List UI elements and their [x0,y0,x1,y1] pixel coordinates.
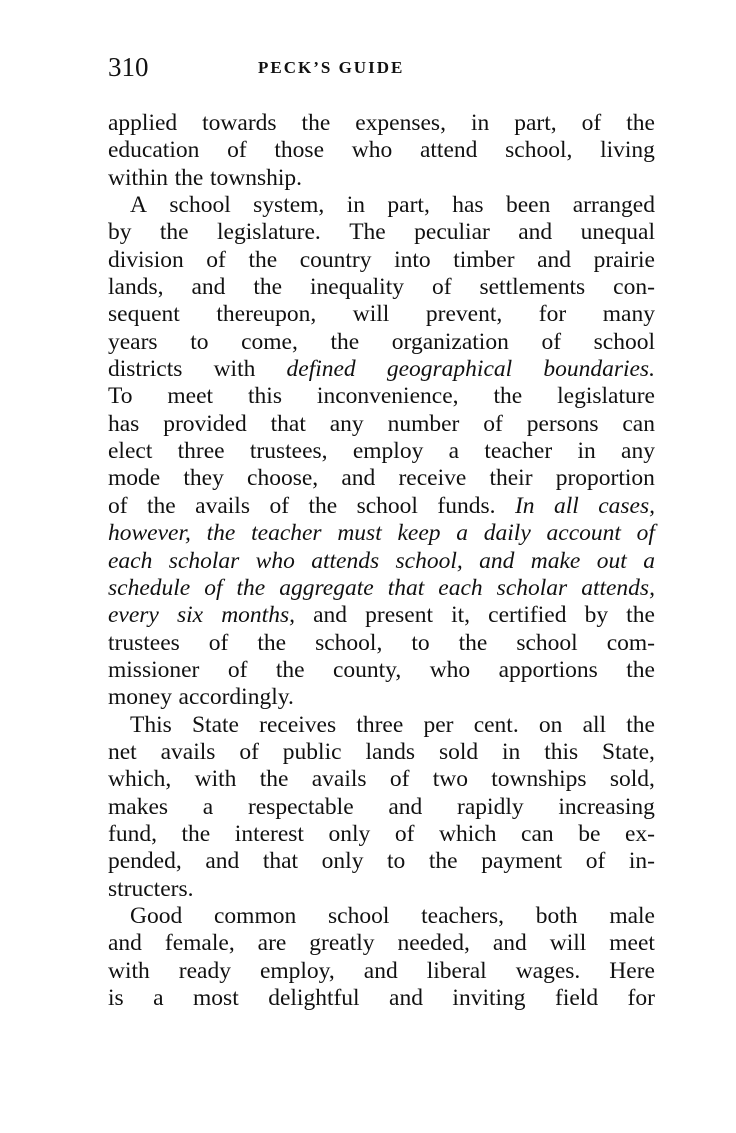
text-line: however, the teacher must keep a daily account of [108,520,655,547]
text-line: lands, and the inequality of settlements con- [108,274,655,301]
body-text [108,110,655,1012]
page-header [108,52,655,88]
text-line: is a most delightful and inviting field for [108,985,655,1011]
text-line: applied towards the expenses, in part, of the [108,110,655,136]
text-line: with ready employ, and liberal wages. Here [108,957,655,984]
text-line: elect three trustees, employ a teacher in any [108,438,655,465]
text-line: money accordingly. [108,684,294,711]
text-line: trustees of the school, to the school com- [108,629,655,656]
text-line: mode they choose, and receive their proportion [108,465,655,492]
text-line: sequent thereupon, will prevent, for many [108,301,655,328]
text-line: This State receives three per cent. on all the [130,711,655,738]
text-line: each scholar who attends school, and make out a [108,547,655,574]
text-line: has provided that any number of persons can [108,410,655,437]
text-line: and female, are greatly needed, and will meet [108,930,655,957]
text-line: by the legislature. The peculiar and unequal [108,219,655,246]
text-line: within the township. [108,164,302,191]
text-line: net avails of public lands sold in this State, [108,738,655,765]
text-line: years to come, the organization of school [108,328,655,355]
text-line: makes a respectable and rapidly increasing [108,793,655,820]
text-line: Good common school teachers, both male [130,902,655,929]
text-line: which, with the avails of two townships sold, [108,766,655,793]
text-line: division of the country into timber and prairie [108,246,655,273]
text-line: of the avails of the school funds. In all cases, [108,492,655,519]
text-line: To meet this inconvenience, the legislature [108,383,655,410]
text-line: education of those who attend school, living [108,137,655,164]
page-number: 310 [108,52,149,82]
text-line: pended, and that only to the payment of in- [108,848,655,875]
text-line: structers. [108,875,194,902]
text-line: every six months, and present it, certified by the [108,602,655,629]
text-line: A school system, in part, has been arranged [130,192,655,219]
text-line: fund, the interest only of which can be ex- [108,820,655,847]
text-line: districts with defined geographical boundaries. [108,356,655,383]
text-line: schedule of the aggregate that each scholar attends, [108,574,655,601]
running-title: PECK’S GUIDE [258,58,405,77]
text-line: missioner of the county, who apportions the [108,656,655,683]
